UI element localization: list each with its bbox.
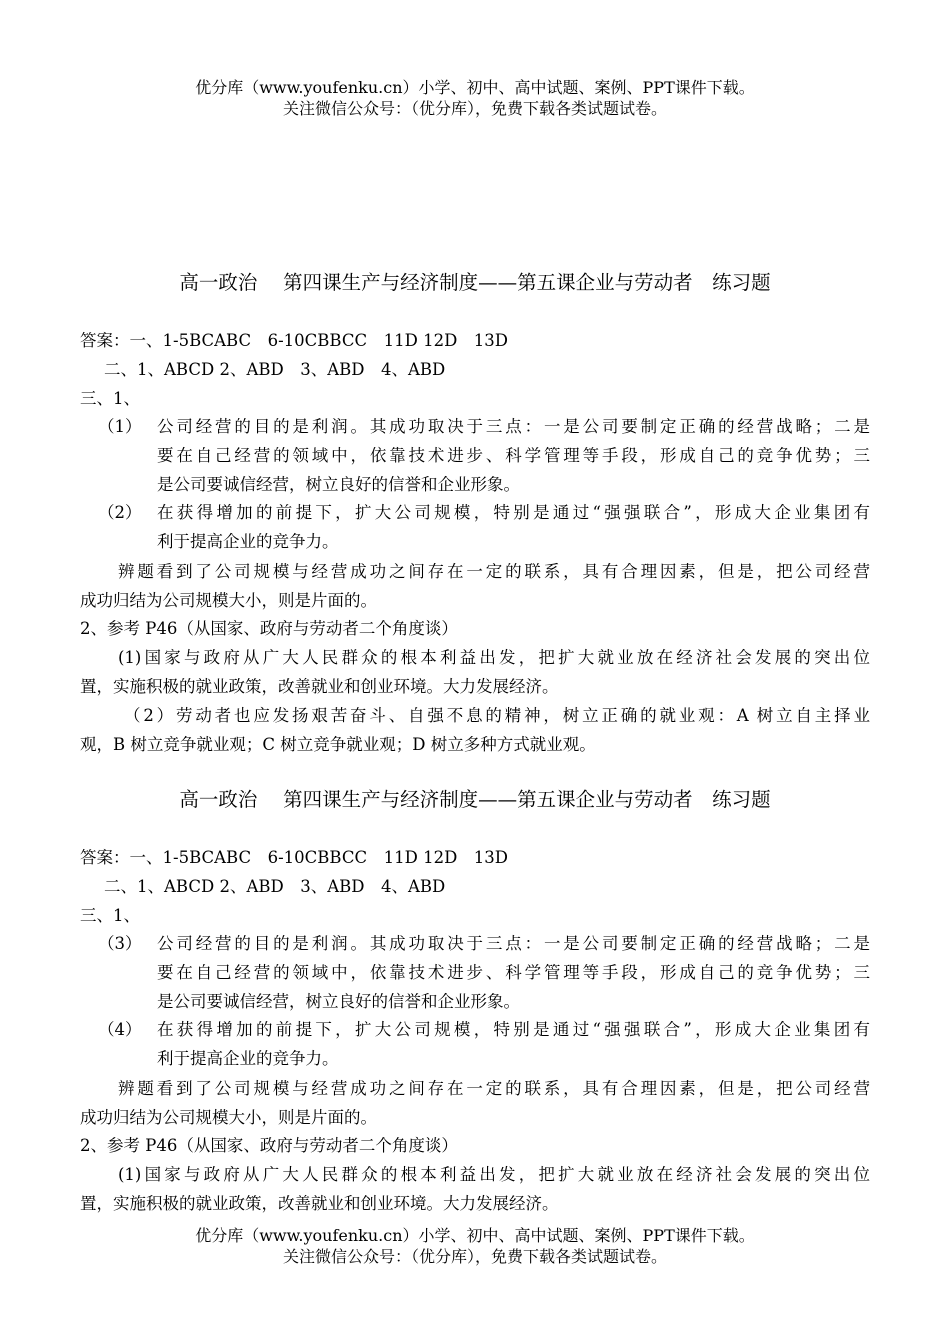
bianti-line: 辨题看到了公司规模与经营成功之间存在一定的联系，具有合理因素，但是，把公司经营 — [118, 562, 870, 581]
item-text-line: 利于提高企业的竞争力。 — [157, 1049, 339, 1068]
page-header-line-1: 优分库（www.youfenku.cn）小学、初中、高中试题、案例、PPT课件下载。 — [195, 78, 755, 97]
item-text-line: 是公司要诚信经营，树立良好的信誉和企业形象。 — [157, 475, 520, 494]
item-text-line: 在获得增加的前提下，扩大公司规模，特别是通过“强强联合”，形成大企业集团有 — [157, 1020, 870, 1039]
question-2-label: 2、参考 P46（从国家、政府与劳动者二个角度谈） — [80, 1136, 458, 1155]
answer-line-2: 二、1、ABCD 2、ABD 3、ABD 4、ABD — [104, 360, 446, 379]
page-header-line-2: 关注微信公众号：（优分库），免费下载各类试题试卷。 — [282, 99, 667, 118]
bianti-line: 成功归结为公司规模大小，则是片面的。 — [80, 1108, 377, 1127]
item-text-line: 在获得增加的前提下，扩大公司规模，特别是通过“强强联合”，形成大企业集团有 — [157, 503, 870, 522]
question-2-text-line: 观，B 树立竞争就业观；C 树立竞争就业观；D 树立多种方式就业观。 — [80, 735, 596, 754]
bianti-line: 成功归结为公司规模大小，则是片面的。 — [80, 591, 377, 610]
item-text-line: 公司经营的目的是利润。其成功取决于三点：一是公司要制定正确的经营战略；二是 — [157, 417, 870, 436]
item-number: （3） — [98, 934, 142, 953]
page-footer-line-2: 关注微信公众号：（优分库），免费下载各类试题试卷。 — [282, 1247, 667, 1266]
part3-label: 三、1、 — [80, 906, 140, 925]
answer-line-1: 答案：一、1-5BCABC 6-10CBBCC 11D 12D 13D — [80, 331, 509, 350]
part3-label: 三、1、 — [80, 389, 140, 408]
item-text-line: 是公司要诚信经营，树立良好的信誉和企业形象。 — [157, 992, 520, 1011]
question-2-text-line: (1)国家与政府从广大人民群众的根本利益出发，把扩大就业放在经济社会发展的突出位 — [118, 1165, 870, 1184]
section-title: 高一政治 第四课生产与经济制度——第五课企业与劳动者 练习题 — [179, 271, 771, 294]
question-2-text-line: (1)国家与政府从广大人民群众的根本利益出发，把扩大就业放在经济社会发展的突出位 — [118, 648, 870, 667]
question-2-text-line: 置，实施积极的就业政策，改善就业和创业环境。大力发展经济。 — [80, 677, 559, 696]
item-text-line: 公司经营的目的是利润。其成功取决于三点：一是公司要制定正确的经营战略；二是 — [157, 934, 870, 953]
item-text-line: 要在自己经营的领域中，依靠技术进步、科学管理等手段，形成自己的竞争优势；三 — [157, 446, 870, 465]
answer-line-1: 答案：一、1-5BCABC 6-10CBBCC 11D 12D 13D — [80, 848, 509, 867]
item-number: （4） — [98, 1020, 142, 1039]
item-number: （2） — [98, 503, 142, 522]
question-2-text-line: 置，实施积极的就业政策，改善就业和创业环境。大力发展经济。 — [80, 1194, 559, 1213]
answer-line-2: 二、1、ABCD 2、ABD 3、ABD 4、ABD — [104, 877, 446, 896]
question-2-label: 2、参考 P46（从国家、政府与劳动者二个角度谈） — [80, 619, 458, 638]
question-2-text-line: （2）劳动者也应发扬艰苦奋斗、自强不息的精神，树立正确的就业观：A 树立自主择业 — [124, 706, 870, 725]
bianti-line: 辨题看到了公司规模与经营成功之间存在一定的联系，具有合理因素，但是，把公司经营 — [118, 1079, 870, 1098]
page-footer-line-1: 优分库（www.youfenku.cn）小学、初中、高中试题、案例、PPT课件下载。 — [195, 1226, 755, 1245]
section-title: 高一政治 第四课生产与经济制度——第五课企业与劳动者 练习题 — [179, 788, 771, 811]
item-text-line: 要在自己经营的领域中，依靠技术进步、科学管理等手段，形成自己的竞争优势；三 — [157, 963, 870, 982]
item-text-line: 利于提高企业的竞争力。 — [157, 532, 339, 551]
item-number: （1） — [98, 417, 142, 436]
